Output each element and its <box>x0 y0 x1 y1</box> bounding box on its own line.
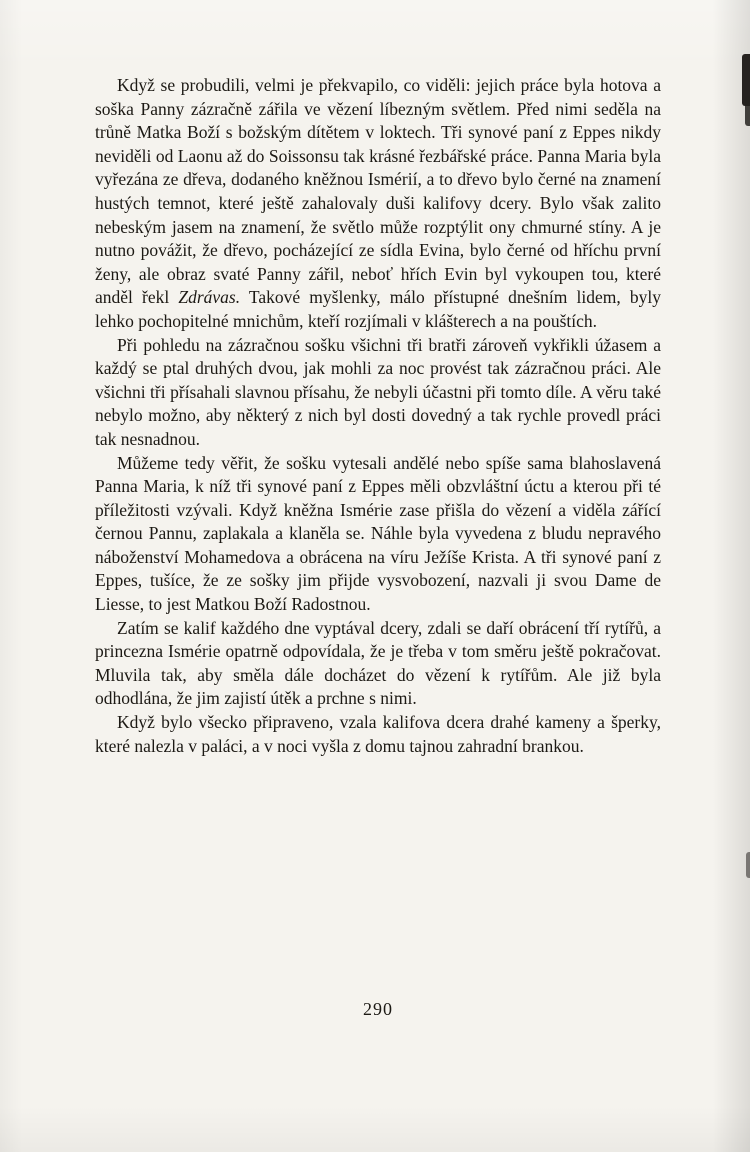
paragraph <box>95 334 661 452</box>
italic-text-run: Zdrávas. <box>178 287 241 308</box>
page-number: 290 <box>363 999 393 1019</box>
text-run: Zatím se kalif každého dne vyptával dcery, zdali se daří obrácení tří rytířů, a princezna Ismérie opatrně odpovídala, že je třeba v tom směru ještě pokračovat. Mluvila tak, aby směla dále docházet do vězení k rytířům. Ale již byla odhodlána, že jim zajistí útěk a prchne s nimi. <box>95 617 661 709</box>
text-run: Když se probudili, velmi je překvapilo, co viděli: jejich práce byla hotova a soška Panny zázračně zářila ve vězení líbezným světlem. Před nimi seděla na trůně Matka Boží s božským dítětem v loktech. Tři synové paní z Eppes nikdy neviděli od Laonu až do Soissonsu tak krásné řezbářské práce. Panna Maria byla vyřezána ze dřeva, dodaného kněžnou Ismérií, a to dřevo bylo černé na znamení hustých temnot, které ještě zahalovaly duši kalifovy dcery. Bylo však zalito nebeským jasem na znamení, že světlo může rozptýlit ony chmurné stíny. A je nutno povážit, že dřevo, pocházející ze sídla Evina, bylo černé od hříchu první ženy, ale obraz svaté Panny zářil, neboť hřích Evin byl vykoupen tou, které anděl řekl <box>95 75 661 308</box>
text-run: Takové myšlenky, málo přístupné dnešním lidem, byly lehko pochopitelné mnichům, kteří rozjímali v klášterech a na pouštích. <box>95 287 661 331</box>
paragraph <box>95 74 661 334</box>
scan-artifact <box>745 96 750 126</box>
scan-artifact <box>746 852 750 878</box>
text-run: Můžeme tedy věřit, že sošku vytesali andělé nebo spíše sama blahoslavená Panna Maria, k níž tři synové paní z Eppes měli obzvláštní úctu a kterou při té příležitosti vzývali. Když kněžna Ismérie zase přišla do vězení a viděla zářící černou Pannu, zaplakala a klaněla se. Náhle byla vyvedena z bludu nepravého náboženství Mohamedova a obrácena na víru Ježíše Krista. A tři synové paní z Eppes, tušíce, že ze sošky jim přijde vysvobození, nazvali ji svou Dame de Liesse, to jest Matkou Boží Radostnou. <box>95 452 661 615</box>
paragraph <box>95 617 661 711</box>
text-run: Když bylo všecko připraveno, vzala kalifova dcera drahé kameny a šperky, které nalezla v paláci, a v noci vyšla z domu tajnou zahradní brankou. <box>95 712 661 756</box>
paragraph <box>95 711 661 758</box>
paragraph <box>95 452 661 617</box>
text-block <box>95 74 661 758</box>
text-run: Při pohledu na zázračnou sošku všichni tři bratři zároveň vykřikli úžasem a každý se ptal druhých dvou, jak mohli za noc provést tak zázračnou práci. Ale všichni tři přísahali slavnou přísahu, že nebyli účastni při tomto díle. A věru také nebylo možno, aby některý z nich byl dosti dovedný a tak rychle provedl práci tak nesnadnou. <box>95 334 661 449</box>
